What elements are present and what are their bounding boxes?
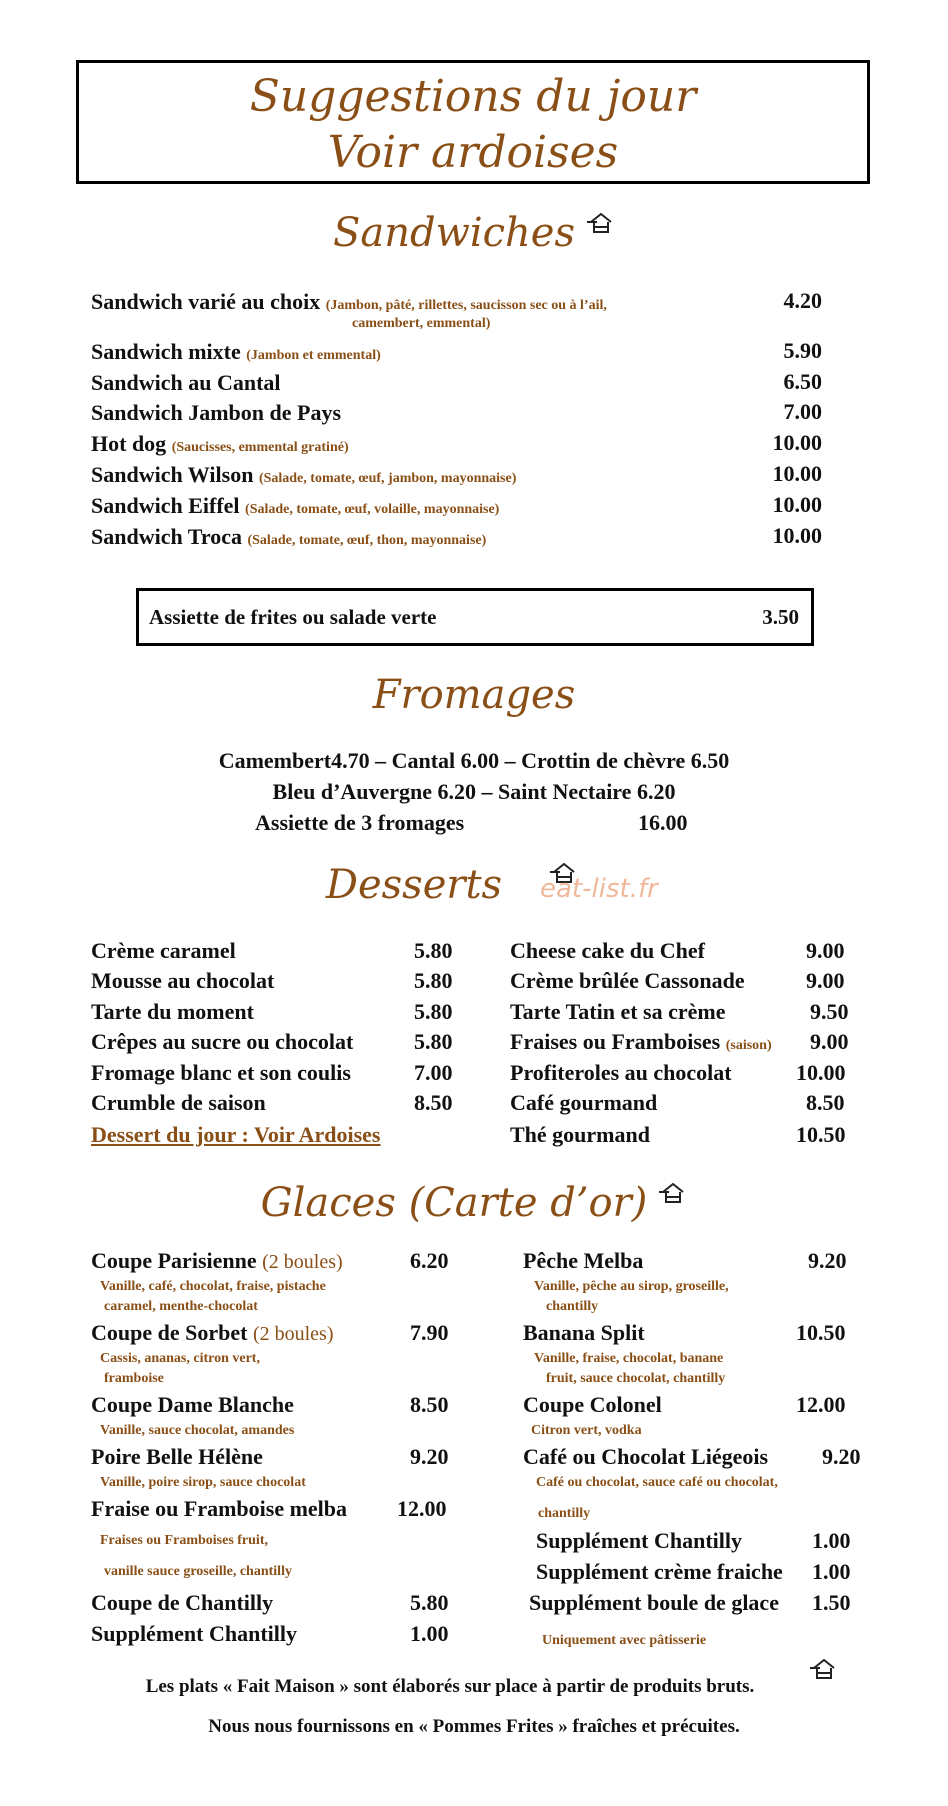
frites-box	[136, 588, 814, 646]
glace-item-name: Pêche Melba	[523, 1248, 644, 1273]
sandwich-item	[91, 338, 381, 370]
fromages-line-2: Bleu d’Auvergne 6.20 – Saint Nectaire 6.20	[272, 779, 676, 804]
sandwich-name: Sandwich Jambon de Pays	[91, 400, 342, 425]
dessert-du-jour-text: Dessert du jour : Voir Ardoises	[91, 1122, 381, 1147]
dessert-item-name	[510, 1090, 657, 1116]
glace-item-name: Banana Split	[523, 1320, 645, 1345]
desserts-title-text: Desserts	[325, 862, 503, 908]
glace-item-label: Fraise ou Framboise melba	[91, 1496, 348, 1521]
dessert-item-price: 8.50	[414, 1090, 453, 1115]
dessert-item-name: Tarte du moment	[91, 999, 254, 1024]
desserts-title	[0, 862, 888, 908]
glace-item-description: Vanille, poire sirop, sauce chocolat	[100, 1475, 306, 1490]
fromages-title: Fromages	[372, 672, 576, 718]
glace-item-description: Cassis, ananas, citron vert,	[100, 1351, 260, 1366]
sandwich-name: Hot dog	[91, 431, 167, 456]
glace-item-boules: (2 boules)	[262, 1251, 343, 1273]
glace-item-price: 9.20	[410, 1444, 449, 1469]
glace-item-name: Café ou Chocolat Liégeois	[523, 1444, 769, 1469]
sandwich-name: Sandwich Troca	[91, 524, 242, 549]
glace-item-name	[91, 1392, 294, 1418]
sandwich-item	[91, 369, 281, 401]
glace-item-price: 8.50	[410, 1392, 449, 1417]
sandwich-price: 10.00	[772, 523, 822, 548]
sandwich-description: (Salade, tomate, œuf, jambon, mayonnaise)	[258, 471, 517, 486]
glace-item-name: Supplément crème fraiche	[536, 1559, 783, 1584]
dessert-item-price: 9.00	[806, 968, 845, 993]
dessert-item-name	[510, 938, 705, 964]
glace-item-description: vanille sauce groseille, chantilly	[104, 1564, 292, 1579]
glace-item-price: 1.00	[410, 1621, 449, 1646]
dessert-item-name	[510, 968, 745, 994]
dessert-item-name	[510, 1029, 772, 1055]
dessert-item-price: 10.00	[796, 1060, 846, 1085]
glace-item-price: 1.50	[812, 1590, 851, 1615]
glace-item-label: Coupe Dame Blanche	[91, 1392, 294, 1417]
dessert-item-label: Café gourmand	[510, 1090, 658, 1115]
sandwiches-title	[0, 210, 948, 256]
glace-item-description: framboise	[104, 1371, 164, 1386]
banner-line-2: Voir ardoises	[327, 127, 619, 178]
sandwiches-title-text: Sandwiches	[332, 210, 575, 256]
fait-maison-house-icon	[659, 1180, 687, 1206]
glace-item-price: 9.20	[822, 1444, 861, 1469]
banner-line-1: Suggestions du jour	[249, 71, 697, 122]
dessert-item-price: 5.80	[414, 968, 453, 993]
sandwich-item	[91, 461, 516, 493]
dessert-item-name: Fromage blanc et son coulis	[91, 1060, 351, 1085]
sandwich-description: (Jambon et emmental)	[246, 348, 381, 363]
dessert-item-label: Tarte Tatin et sa crème	[510, 999, 726, 1024]
glace-item-label: Poire Belle Hélène	[91, 1444, 263, 1469]
glace-item-description: Vanille, pêche au sirop, groseille,	[534, 1279, 729, 1294]
glace-item-description: Fraises ou Framboises fruit,	[100, 1533, 268, 1548]
dessert-du-jour-link[interactable]	[91, 1122, 380, 1148]
dessert-item-label: Fraises ou Framboises	[510, 1029, 721, 1054]
glace-item-name	[91, 1248, 343, 1274]
suggestions-banner	[76, 60, 870, 184]
glace-item-description: fruit, sauce chocolat, chantilly	[546, 1371, 726, 1386]
sandwich-description: (Saucisses, emmental gratiné)	[171, 440, 349, 455]
sandwich-item	[91, 430, 349, 462]
watermark-text: eat-list.fr	[540, 874, 658, 904]
dessert-item-price: 9.00	[810, 1029, 849, 1054]
glace-item-description: Vanille, fraise, chocolat, banane	[534, 1351, 724, 1366]
dessert-item-name: Crêpes au sucre ou chocolat	[91, 1029, 354, 1054]
glace-item-name: Coupe Colonel	[523, 1392, 662, 1417]
dessert-item-name	[510, 1122, 650, 1148]
dessert-item-label: Crème brûlée Cassonade	[510, 968, 745, 993]
glace-item-description: caramel, menthe-chocolat	[104, 1299, 258, 1314]
glace-item-price: 12.00	[796, 1392, 846, 1417]
fait-maison-house-icon	[810, 1656, 838, 1682]
glace-item-price: 9.20	[808, 1248, 847, 1273]
dessert-item-name: Crumble de saison	[91, 1090, 266, 1115]
sandwich-description-continued: camembert, emmental)	[352, 316, 491, 331]
dessert-item-note: (saison)	[725, 1038, 772, 1053]
dessert-item-label: Cheese cake du Chef	[510, 938, 705, 963]
dessert-item-name	[510, 1060, 732, 1086]
dessert-item-price: 5.80	[414, 938, 453, 963]
sandwich-price: 7.00	[783, 399, 822, 424]
glace-item-price: 6.20	[410, 1248, 449, 1273]
glace-item-price: 5.80	[410, 1590, 449, 1615]
sandwich-item	[91, 288, 607, 320]
dessert-item-name: Mousse au chocolat	[91, 968, 275, 993]
glace-item-label: Coupe de Sorbet	[91, 1320, 248, 1345]
sandwich-description: (Salade, tomate, œuf, volaille, mayonnaise)	[245, 502, 500, 517]
sandwich-name: Sandwich varié au choix	[91, 289, 321, 314]
dessert-item-price: 8.50	[806, 1090, 845, 1115]
dessert-item-label: Thé gourmand	[510, 1122, 650, 1147]
glace-item-name	[91, 1496, 347, 1522]
glace-item-description: Uniquement avec pâtisserie	[542, 1633, 707, 1648]
frites-label: Assiette de frites ou salade verte	[149, 605, 437, 629]
glace-item-description: Vanille, sauce chocolat, amandes	[100, 1423, 295, 1438]
sandwich-price: 5.90	[783, 338, 822, 363]
glace-item-price: 7.90	[410, 1320, 449, 1345]
fromages-assiette-label: Assiette de 3 fromages	[255, 810, 465, 835]
frites-price: 3.50	[762, 605, 799, 629]
dessert-item-price: 10.50	[796, 1122, 846, 1147]
sandwich-description: (Salade, tomate, œuf, thon, mayonnaise)	[247, 533, 487, 548]
glaces-title-text: Glaces (Carte d’or)	[260, 1180, 648, 1226]
glace-item-name	[91, 1590, 273, 1616]
dessert-item-price: 5.80	[414, 999, 453, 1024]
glace-item-boules: (2 boules)	[252, 1323, 334, 1345]
glace-item-label: Coupe Parisienne	[91, 1248, 257, 1273]
sandwich-name: Sandwich mixte	[91, 339, 241, 364]
sandwich-item	[91, 523, 486, 555]
glace-item-name: Supplément boule de glace	[529, 1590, 779, 1615]
sandwich-name: Sandwich Wilson	[91, 462, 254, 487]
glace-item-label: Supplément Chantilly	[91, 1621, 297, 1646]
glace-item-name	[91, 1621, 297, 1647]
glace-item-description: Vanille, café, chocolat, fraise, pistache	[100, 1279, 326, 1294]
dessert-item-name: Crème caramel	[91, 938, 236, 963]
sandwich-description: (Jambon, pâté, rillettes, saucisson sec ou à l’ail,	[325, 298, 607, 313]
sandwich-name: Sandwich au Cantal	[91, 370, 281, 395]
sandwich-price: 10.00	[772, 461, 822, 486]
glace-item-description: chantilly	[546, 1299, 599, 1314]
sandwich-item	[91, 492, 499, 524]
glace-item-price: 12.00	[397, 1496, 447, 1521]
glace-item-price: 1.00	[812, 1528, 851, 1553]
glace-item-price: 1.00	[812, 1559, 851, 1584]
dessert-item-price: 9.50	[810, 999, 849, 1024]
fait-maison-house-icon	[587, 210, 615, 236]
dessert-item-name	[510, 999, 725, 1025]
sandwich-price: 6.50	[783, 369, 822, 394]
glace-item-price: 10.50	[796, 1320, 846, 1345]
glace-item-name	[91, 1444, 263, 1470]
dessert-item-price: 7.00	[414, 1060, 453, 1085]
footer-line-2: Nous nous fournissons en « Pommes Frites » fraîches et précuites.	[208, 1716, 740, 1737]
dessert-item-label: Profiteroles au chocolat	[510, 1060, 732, 1085]
glace-item-name	[91, 1320, 334, 1346]
sandwich-price: 10.00	[772, 430, 822, 455]
sandwich-price: 4.20	[783, 288, 822, 313]
fromages-assiette-price: 16.00	[638, 810, 688, 835]
glace-item-description: chantilly	[538, 1506, 591, 1521]
fromages-line-1: Camembert4.70 – Cantal 6.00 – Crottin de chèvre 6.50	[218, 748, 730, 773]
sandwich-item	[91, 399, 341, 431]
sandwich-name: Sandwich Eiffel	[91, 493, 240, 518]
glace-item-label: Coupe de Chantilly	[91, 1590, 274, 1615]
glace-item-description: Café ou chocolat, sauce café ou chocolat,	[536, 1475, 778, 1490]
footer-line-1: Les plats « Fait Maison » sont élaborés sur place à partir de produits bruts.	[145, 1676, 755, 1697]
dessert-item-price: 5.80	[414, 1029, 453, 1054]
glace-item-name: Supplément Chantilly	[536, 1528, 742, 1553]
glaces-title	[0, 1180, 948, 1226]
glace-item-description: Citron vert, vodka	[531, 1423, 642, 1438]
dessert-item-price: 9.00	[806, 938, 845, 963]
sandwich-price: 10.00	[772, 492, 822, 517]
